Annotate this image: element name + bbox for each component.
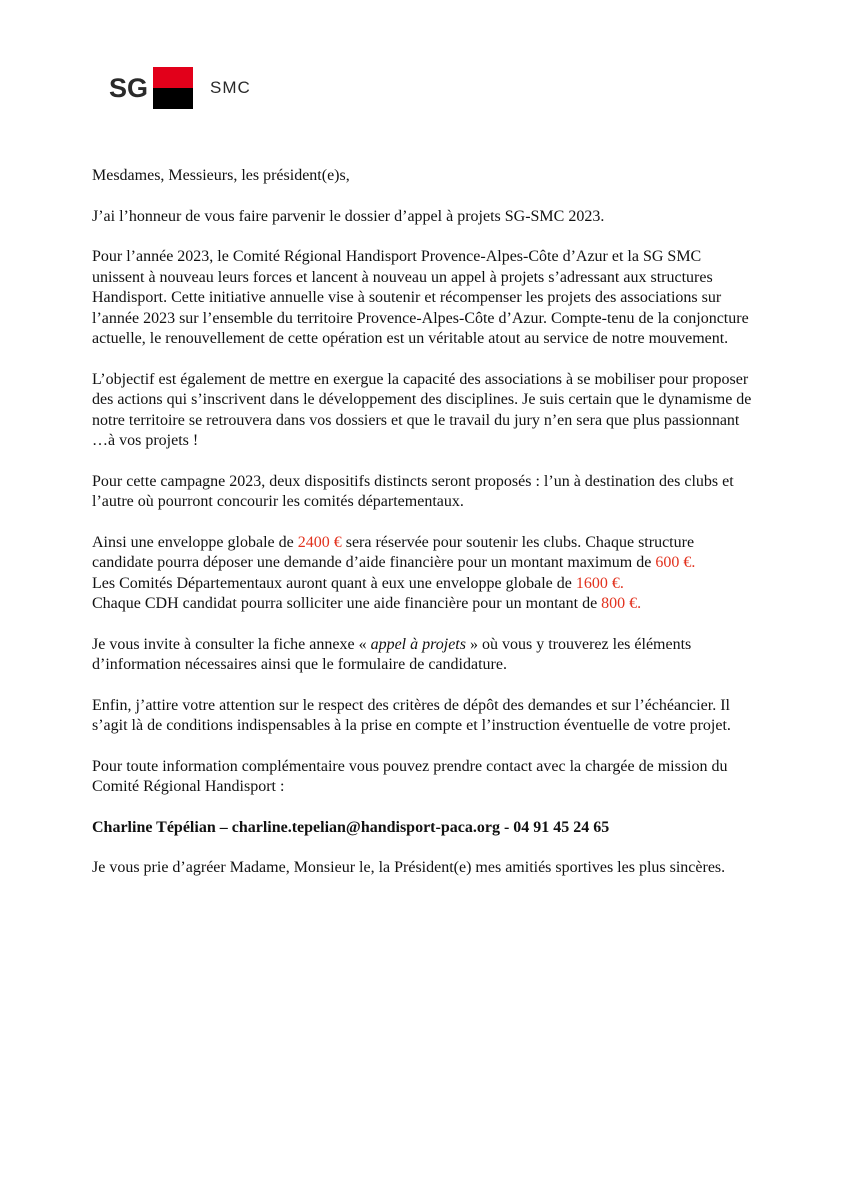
logo-mark-red-band (153, 67, 193, 88)
paragraph-context: Pour l’année 2023, le Comité Régional Handisport Provence-Alpes-Côte d’Azur et la SG SMC unissent à nouveau leurs forces et lancent à nouveau un appel à projets s’adressant aux structures Handisport. Cette initiative annuelle vise à soutenir et récompenser les projets des associations sur l’année 2023 sur l’ensemble du territoire Provence-Alpes-Côte d’Azur. Compte-tenu de la conjoncture actuelle, le renouvellement de cette opération est un véritable atout au service de notre mouvement. (92, 248, 749, 347)
logo-mark-black-band (153, 88, 193, 109)
amount-cd-max: 800 €. (601, 595, 642, 612)
annex-text-b: » où vous y trouverez les éléments d’information nécessaires ainsi que le formulaire de candidature. (92, 635, 692, 673)
paragraph-contact-intro: Pour toute information complémentaire vous pouvez prendre contact avec la chargée de mission du Comité Régional Handisport : (92, 757, 728, 795)
annex-text-a: Je vous invite à consulter la fiche annexe « (92, 635, 371, 653)
logo-mark-icon (153, 67, 193, 109)
logo-sg-text: SG (109, 72, 149, 103)
logo-smc-text: SMC (210, 78, 251, 97)
amount-clubs-max: 600 €. (655, 554, 696, 571)
paragraph-funding (92, 533, 752, 615)
amount-clubs-total: 2400 € (297, 533, 342, 551)
funding-text-d: Chaque CDH candidat pourra solliciter une aide financière pour un montant de (92, 595, 602, 612)
sg-smc-logo (109, 67, 251, 109)
funding-text-c: Les Comités Départementaux auront quant à eux une enveloppe globale de (92, 574, 576, 592)
amount-cd-total: 1600 €. (575, 574, 624, 592)
paragraph-campaign: Pour cette campagne 2023, deux dispositifs distincts seront proposés : l’un à destination des clubs et l’autre où pourront concourir les comités départementaux. (92, 472, 734, 510)
paragraph-intro: J’ai l’honneur de vous faire parvenir le dossier d’appel à projets SG-SMC 2023. (92, 207, 605, 225)
salutation: Mesdames, Messieurs, les président(e)s, (92, 167, 350, 184)
funding-text-a: Ainsi une enveloppe globale de (92, 533, 298, 551)
letter-body (92, 166, 752, 899)
paragraph-criteria: Enfin, j’attire votre attention sur le respect des critères de dépôt des demandes et sur l’échéancier. Il s’agit là de conditions indispensables à la prise en compte et l’instruction éventuelle de votre projet. (92, 696, 731, 734)
funding-text-b: sera réservée pour soutenir les clubs. Chaque structure candidate pourra déposer une demande d’aide financière pour un montant maximum de (92, 533, 695, 571)
annex-title: appel à projets (370, 635, 466, 653)
paragraph-annex (92, 635, 752, 676)
paragraph-objective: L’objectif est également de mettre en exergue la capacité des associations à se mobiliser pour proposer des actions qui s’inscrivent dans le développement des disciplines. Je suis certain que le dynamisme de notre territoire se retrouvera dans vos dossiers et que le travail du jury n’en sera que plus passionnant …à vos projets ! (92, 370, 752, 449)
closing: Je vous prie d’agréer Madame, Monsieur le, la Président(e) mes amitiés sportives les plus sincères. (92, 859, 726, 876)
contact-line: Charline Tépélian – charline.tepelian@handisport-paca.org - 04 91 45 24 65 (92, 818, 610, 836)
